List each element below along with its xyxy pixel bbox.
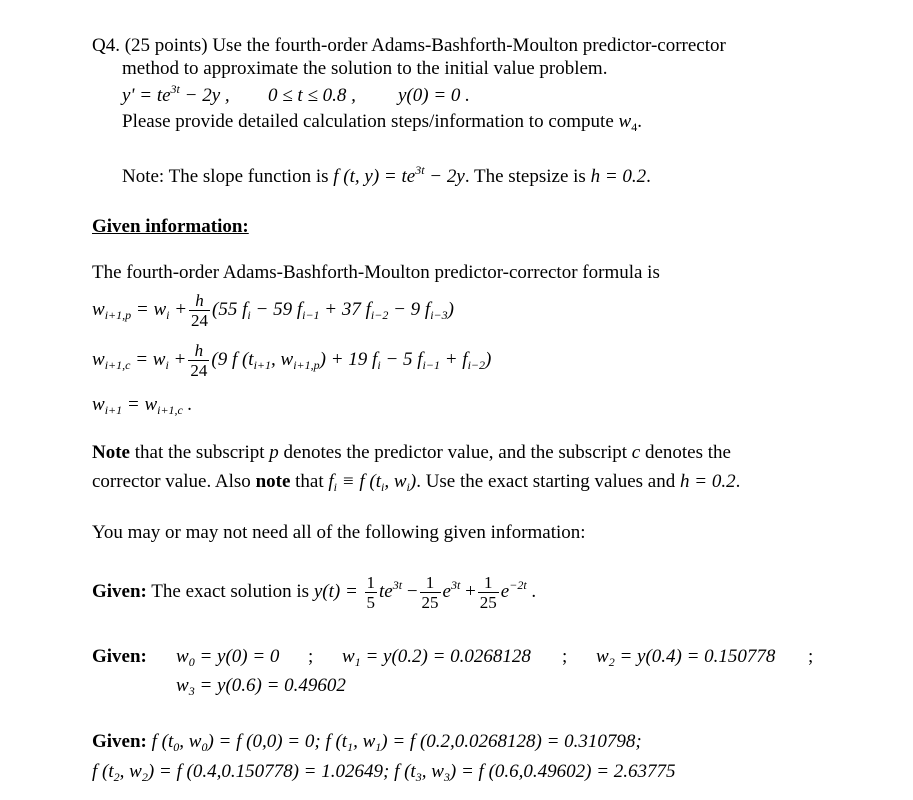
h-over-24-fraction: $\frac{h}{24}$ xyxy=(190,341,208,381)
question-line-4: Please provide detailed calculation steps/information to compute $w_4$. xyxy=(122,111,642,134)
slope-note: Note: The slope function is f (t, $y) = te^{3t} - 2y$. The stepsize is h = 0.2. xyxy=(122,163,651,187)
final-assignment: $w_{i+1} = w_{i+1,c}$ . xyxy=(92,394,193,417)
given-heading: Given information: xyxy=(92,216,249,237)
subscript-note-line-2: corrector value. Also note that $f_i \equiv f$ ($t_i$, $w_i$). Use the exact starting values and h = 0.2. xyxy=(92,471,741,494)
formula-intro: The fourth-order Adams-Bashforth-Moulton predictor-corrector formula is xyxy=(92,262,660,283)
question-line-2: method to approximate the solution to the initial value problem. xyxy=(122,58,608,79)
w1-value: $w_1 = y(0.2) = 0.0268128$ xyxy=(342,646,531,669)
h-over-24-fraction: $\frac{h}{24}$ xyxy=(191,291,209,331)
question-line-1: Q4. (25 points) Use the fourth-order Adams-Bashforth-Moulton predictor-corrector xyxy=(92,35,726,56)
ivp-range: 0 ≤ t ≤ 0.8 , xyxy=(268,85,356,106)
separator: ; xyxy=(308,646,314,667)
predictor-formula: $w_{i+1,p} = w_i$ + $\frac{h}{24}$ (55 $f_i - 59$ $f_{i-1} + 37$ $f_{i-2} - 9$ $f_{i-3}$) xyxy=(92,291,454,331)
separator: ; xyxy=(808,646,814,667)
one-25th-fraction: $\frac{1}{25}$ xyxy=(421,573,439,613)
start-values-label: Given: xyxy=(92,646,147,667)
f-values-line-1: Given: f ($t_0$, $w_0) = f$ (0,0) = 0; f ($t_1$, $w_1) = f$ (0.2,0.0268128) = 0.310798; xyxy=(92,731,642,754)
f-values-line-2: f ($t_2$, $w_2) = f$ (0.4,0.150778) = 1.02649; f ($t_3$, $w_3) = f$ (0.6,0.49602) = 2.63775 xyxy=(92,761,676,784)
exact-solution: Given: The exact solution is y(t) = $\frac{1}{5}$ $te^{3t}$ − $\frac{1}{25}$ $e^{3t}$ + $\frac{1}{25}$ $e^{-2t}$ . xyxy=(92,573,537,613)
ivp-initial: y(0) = 0 . xyxy=(398,85,470,106)
one-25th-fraction: $\frac{1}{25}$ xyxy=(479,573,497,613)
one-fifth-fraction: $\frac{1}{5}$ xyxy=(366,573,376,613)
may-need-note: You may or may not need all of the following given information: xyxy=(92,522,586,543)
ivp-equation: $y' = te^{3t} - 2y$ , xyxy=(122,82,230,106)
w2-value: $w_2 = y(0.4) = 0.150778$ xyxy=(596,646,776,669)
w0-value: $w_0 = y(0) = 0$ xyxy=(176,646,280,669)
corrector-formula: $w_{i+1,c} = w_i$ + $\frac{h}{24}$ (9 f ($t_{i+1}$, $w_{i+1,p}) + 19$ $f_i - 5$ $f_{i-1} + f_{i-2}$) xyxy=(92,341,492,381)
subscript-note-line-1: Note that the subscript p denotes the predictor value, and the subscript c denotes the xyxy=(92,442,731,463)
separator: ; xyxy=(562,646,568,667)
w3-value: $w_3 = y(0.6) = 0.49602$ xyxy=(176,675,346,698)
